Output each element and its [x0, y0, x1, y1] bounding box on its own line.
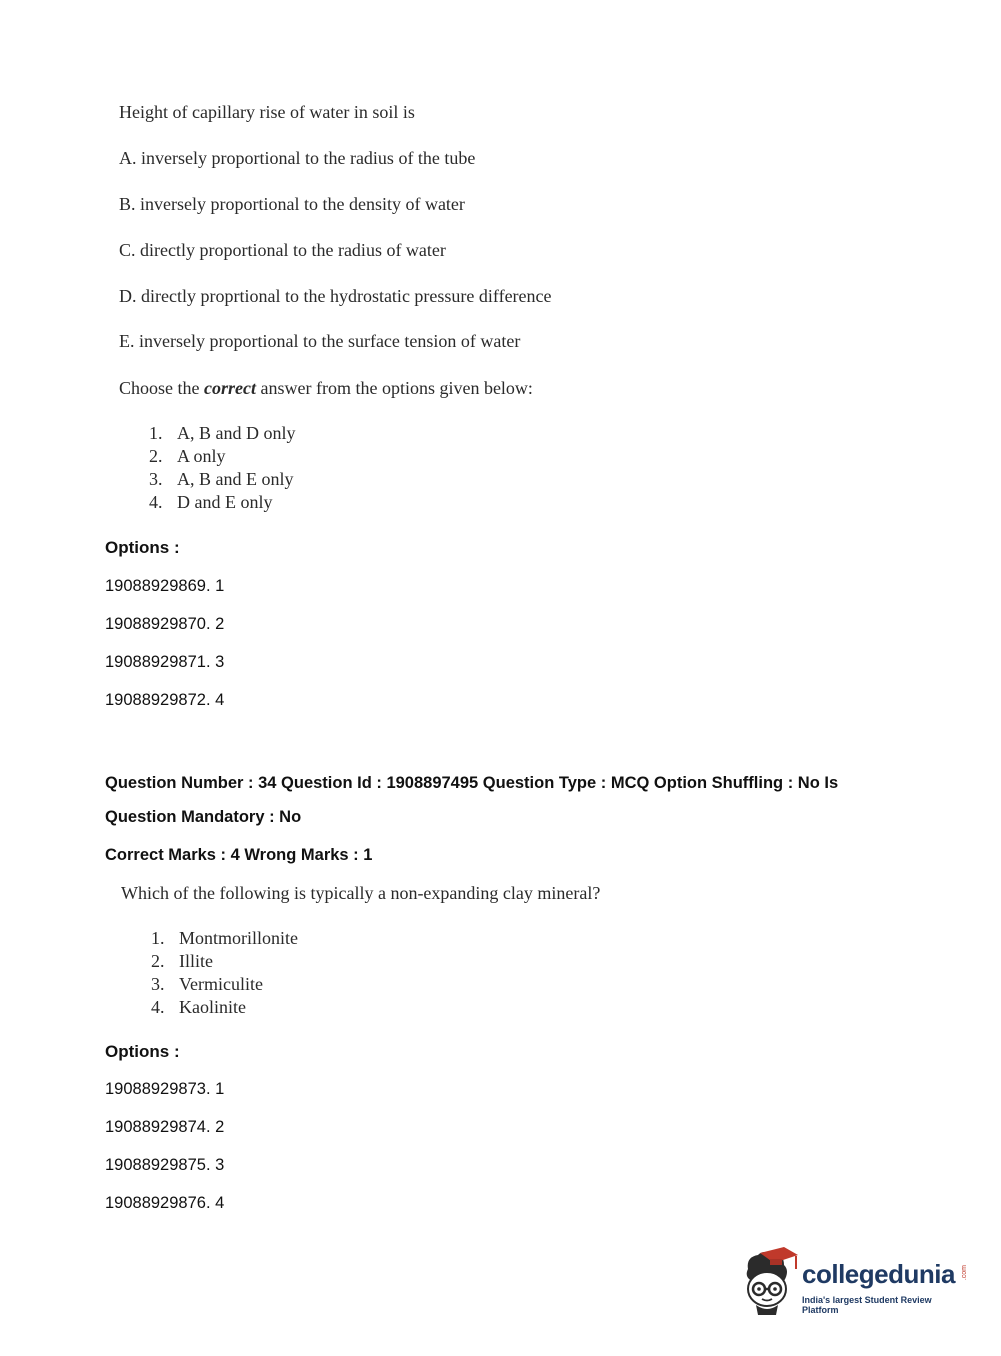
choice-item: 2. A only — [149, 446, 226, 466]
option-row: 19088929870. 2 — [105, 615, 225, 633]
options-heading: Options : — [105, 1042, 180, 1061]
question-meta-line: Question Number : 34 Question Id : 1908897495 Question Type : MCQ Option Shuffling : No Is — [105, 774, 839, 792]
collegedunia-logo — [740, 1247, 970, 1317]
option-row: 19088929869. 1 — [105, 577, 225, 595]
logo-tld: .com — [961, 1265, 968, 1281]
option-row: 19088929873. 1 — [105, 1080, 225, 1098]
emphasis-correct: correct — [204, 378, 256, 398]
question-meta-line: Question Mandatory : No — [105, 808, 302, 826]
statement-e: E. inversely proportional to the surface tension of water — [119, 331, 521, 351]
choice-item: 3. Vermiculite — [151, 974, 263, 994]
choice-item: 4. D and E only — [149, 492, 273, 512]
logo-wordmark: collegedunia — [802, 1259, 955, 1289]
statement-d: D. directly proprtional to the hydrostatic pressure difference — [119, 286, 552, 306]
statement-c: C. directly proportional to the radius of water — [119, 240, 446, 260]
choice-item: 3. A, B and E only — [149, 469, 294, 489]
mascot-icon — [740, 1247, 802, 1317]
option-row: 19088929871. 3 — [105, 653, 225, 671]
option-row: 19088929876. 4 — [105, 1194, 225, 1212]
options-heading: Options : — [105, 538, 180, 557]
choice-item: 2. Illite — [151, 951, 213, 971]
statement-b: B. inversely proportional to the density of water — [119, 194, 465, 214]
option-row: 19088929874. 2 — [105, 1118, 225, 1136]
logo-tagline: India's largest Student Review Platform — [802, 1295, 932, 1315]
choice-item: 4. Kaolinite — [151, 997, 246, 1017]
marks-line: Correct Marks : 4 Wrong Marks : 1 — [105, 846, 373, 864]
option-row: 19088929875. 3 — [105, 1156, 225, 1174]
statement-a: A. inversely proportional to the radius of the tube — [119, 148, 476, 168]
choice-item: 1. Montmorillonite — [151, 928, 298, 948]
question-stem: Which of the following is typically a non-expanding clay mineral? — [121, 883, 601, 903]
choose-instruction: Choose the correct answer from the options given below: — [119, 378, 533, 398]
option-row: 19088929872. 4 — [105, 691, 225, 709]
choice-item: 1. A, B and D only — [149, 423, 296, 443]
question-stem: Height of capillary rise of water in soil is — [119, 102, 415, 122]
